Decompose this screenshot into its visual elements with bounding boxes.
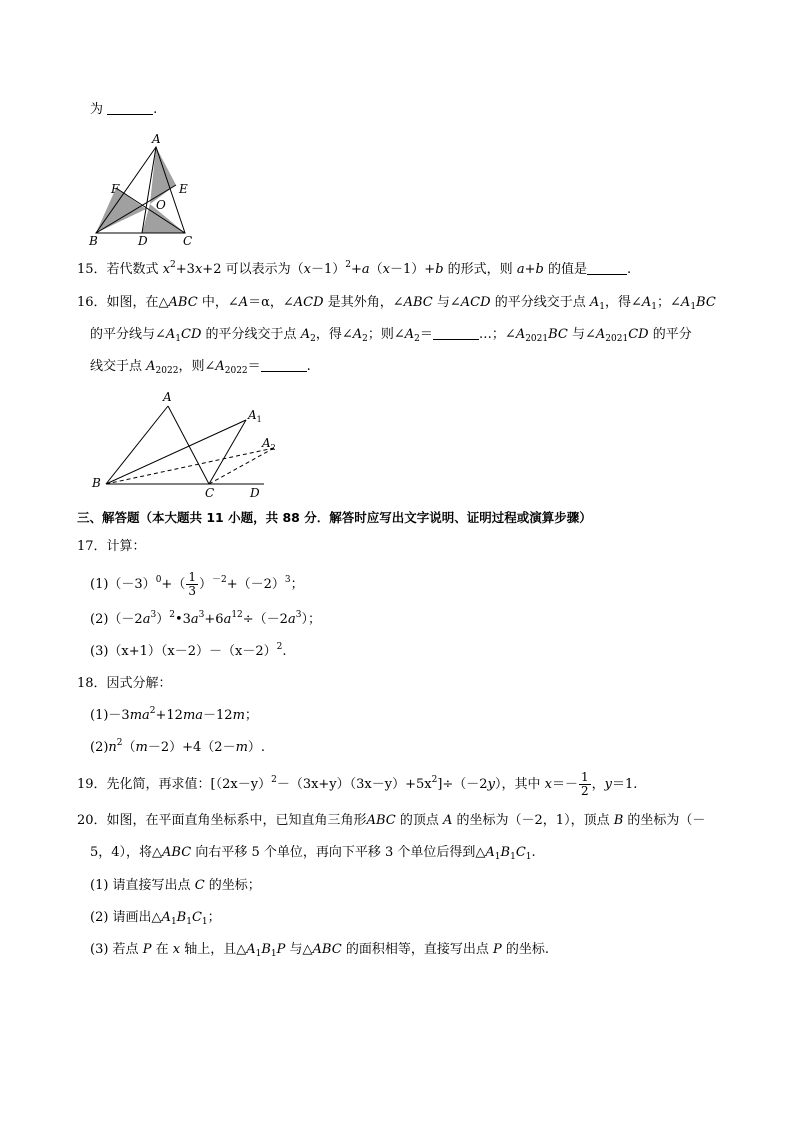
question-15: 15．若代数式 $x^2+3x+2$ 可以表示为$(x-1)^2+a(x-1)+b$ 的形式，则 a+b 的值是 . [77, 260, 632, 277]
label-a2: $A_2$ [262, 436, 276, 452]
label-a: A [152, 132, 161, 146]
label-c: C [183, 234, 193, 248]
question-18-title: 18．因式分解： [77, 676, 172, 691]
answer-blank [261, 358, 307, 372]
q14-answer-line: 为 . [90, 102, 158, 117]
answer-blank [587, 261, 627, 275]
shaded-region-left [96, 188, 146, 233]
question-16-line-1: 16．如图，在△ABC 中，∠A＝α，∠ACD 是其外角，∠ABC 与∠ACD 的平分线交于点 $A_1$，得$\angle A_1$；$\angle A_1BC$ [77, 295, 716, 312]
segment-ba [106, 406, 168, 484]
question-17-title: 17．计算： [77, 539, 146, 554]
question-20-line-2: 5，4），将△ABC 向右平移 5 个单位，再向下平移 3 个单位后得到$\triangle A_1B_1C_1$. [90, 845, 536, 862]
segment-ca2 [209, 448, 274, 484]
angle-bisector-figure [84, 386, 284, 504]
question-20-part-2: (2) 请画出$\triangle A_1B_1C_1$； [90, 910, 221, 927]
label-b: B [92, 476, 101, 490]
segment-ba2 [106, 448, 274, 484]
label-f: F [111, 182, 120, 196]
question-20-line-1: 20．如图，在平面直角坐标系中，已知直角三角形ABC 的顶点 A 的坐标为（－2，1），顶点 B 的坐标为（－ [77, 813, 706, 828]
section-heading: 三、解答题（本大题共 11 小题，共 88 分．解答时应写出文字说明、证明过程或演算步骤） [77, 510, 592, 525]
answer-blank [433, 326, 479, 340]
segment-ba1 [106, 420, 246, 484]
label-c: C [205, 486, 215, 500]
question-16-line-3: 线交于点 $A_{2022}$，则$\angle A_{2022}=$ . [90, 359, 311, 376]
question-18-part-1: $(1)-3ma^2+12ma-12m$； [90, 706, 258, 723]
label-a1: $A_1$ [248, 408, 262, 424]
label-o: O [156, 198, 166, 212]
question-17-part-3: $(3)(x+1)(x-2)-(x-2)^2$. [90, 642, 287, 659]
question-19: 19．先化简，再求值：$[(2x-y)^2-(3x+y)(3x-y)+5x^2]\div(-2y)$，其中 x＝－ $\frac{1}{2}$ ，y＝1. [77, 770, 638, 798]
answer-blank [107, 101, 153, 115]
question-18-part-2: $(2)n^2(m-2)+4(2-m)$. [90, 738, 266, 755]
label-b: B [89, 234, 98, 248]
label-d: D [138, 234, 148, 248]
question-20-part-3: (3) 若点 P 在 x 轴上，且$\triangle A_1B_1P$ 与△ABC 的面积相等，直接写出点 P 的坐标. [90, 942, 550, 959]
question-17-part-1: $(1)(-3)^0+$（ $\frac{1}{3}$ ）$^{-2}+(-2)^3$； [90, 570, 304, 598]
label-d: D [250, 486, 260, 500]
label-a: A [163, 390, 172, 404]
label-e: E [179, 182, 188, 196]
segment-ac [168, 406, 209, 484]
triangle-figure-1 [84, 130, 204, 250]
segment-ca1 [209, 420, 246, 484]
question-16-line-2: 的平分线与$\angle A_1CD$ 的平分线交于点 $A_2$，得$\angle A_2$；则$\angle A_2=$ …；$\angle A_{2021}BC$ 与$\angle A_{2021}CD$ 的平分 [90, 327, 692, 344]
fraction: $\frac{1}{3}$ [188, 570, 196, 598]
fraction: $\frac{1}{2}$ [580, 770, 589, 798]
question-20-part-1: (1) 请直接写出点 C 的坐标； [90, 878, 261, 893]
question-17-part-2: $(2)(-2a^3)^2•3a^3+6a^{12}\div(-2a^3)$； [90, 610, 321, 627]
